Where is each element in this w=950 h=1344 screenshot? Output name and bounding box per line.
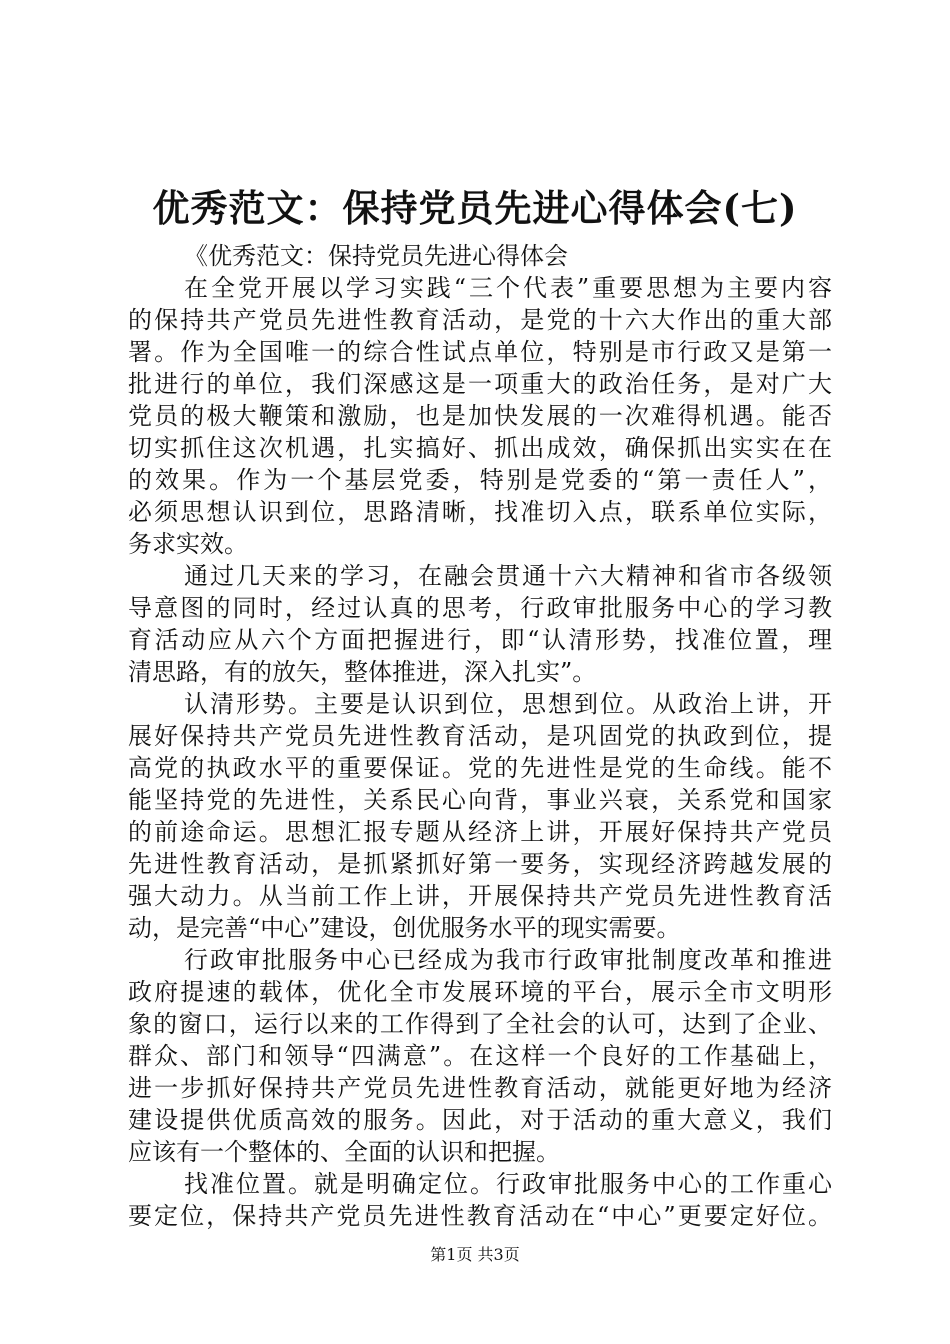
text-line: 象的窗口，运行以来的工作得到了全社会的认可，达到了企业、 [128,1010,832,1038]
text-line: 高党的执政水平的重要保证。党的先进性是党的生命线。能不 [128,754,832,782]
text-line: 建设提供优质高效的服务。因此，对于活动的重大意义，我们 [128,1106,832,1134]
text-line: 务求实效。 [128,530,248,558]
document-title: 优秀范文：保持党员先进心得体会(七) [152,186,798,230]
text-line: 的效果。作为一个基层党委，特别是党委的“第一责任人”， [128,466,832,494]
text-line: 通过几天来的学习，在融会贯通十六大精神和省市各级领 [184,562,832,590]
text-line: 能坚持党的先进性，关系民心向背，事业兴衰，关系党和国家 [128,786,832,814]
text-line: 切实抓住这次机遇，扎实搞好、抓出成效，确保抓出实实在在 [128,434,832,462]
text-line: 批进行的单位，我们深感这是一项重大的政治任务，是对广大 [128,370,832,398]
text-line: 署。作为全国唯一的综合性试点单位，特别是市行政又是第一 [128,338,832,366]
text-line: 认清形势。主要是认识到位，思想到位。从政治上讲，开 [184,690,832,718]
text-line: 政府提速的载体，优化全市发展环境的平台，展示全市文明形 [128,978,832,1006]
text-line: 要定位，保持共产党员先进性教育活动在“中心”更要定好位。 [128,1202,832,1230]
text-line: 群众、部门和领导“四满意”。在这样一个良好的工作基础上， [128,1042,832,1070]
text-line: 育活动应从六个方面把握进行，即“认清形势，找准位置，理 [128,626,832,654]
text-line: 强大动力。从当前工作上讲，开展保持共产党员先进性教育活 [128,882,832,910]
document-body [128,240,832,1232]
text-line: 的保持共产党员先进性教育活动，是党的十六大作出的重大部 [128,306,832,334]
text-line: 清思路，有的放矢，整体推进，深入扎实”。 [128,658,597,686]
text-line: 的前途命运。思想汇报专题从经济上讲，开展好保持共产党员 [128,818,832,846]
text-line: 行政审批服务中心已经成为我市行政审批制度改革和推进 [184,946,832,974]
text-line: 《优秀范文：保持党员先进心得体会 [184,242,568,270]
text-line: 应该有一个整体的、全面的认识和把握。 [128,1138,560,1166]
text-line: 在全党开展以学习实践“三个代表”重要思想为主要内容 [184,274,832,302]
text-line: 必须思想认识到位，思路清晰，找准切入点，联系单位实际， [128,498,832,526]
text-line: 展好保持共产党员先进性教育活动，是巩固党的执政到位，提 [128,722,832,750]
text-line: 党员的极大鞭策和激励，也是加快发展的一次难得机遇。能否 [128,402,832,430]
text-line: 先进性教育活动，是抓紧抓好第一要务，实现经济跨越发展的 [128,850,832,878]
text-line: 导意图的同时，经过认真的思考，行政审批服务中心的学习教 [128,594,832,622]
text-line: 动，是完善“中心”建设，创优服务水平的现实需要。 [128,914,681,942]
text-line: 进一步抓好保持共产党员先进性教育活动，就能更好地为经济 [128,1074,832,1102]
text-line: 找准位置。就是明确定位。行政审批服务中心的工作重心 [184,1170,832,1198]
page-footer: 第1页 共3页 [430,1245,520,1264]
